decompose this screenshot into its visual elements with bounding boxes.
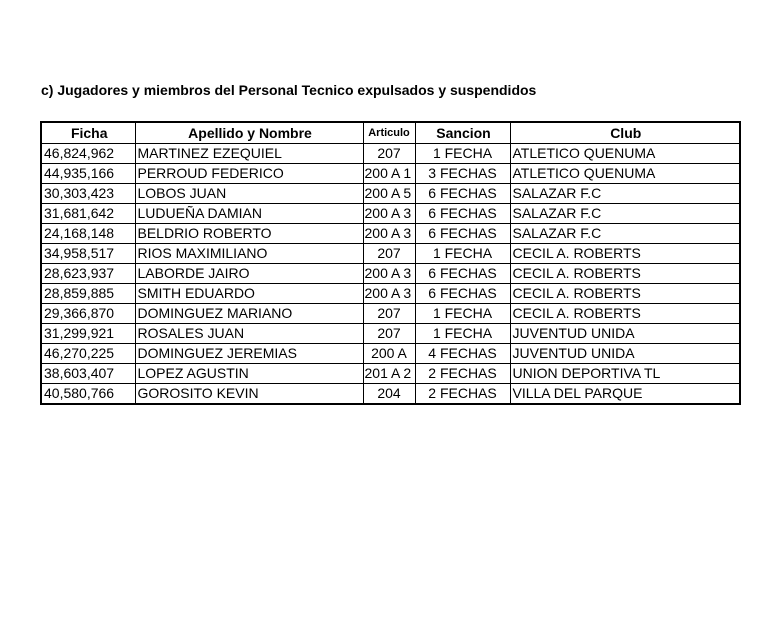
- cell-nombre: DOMINGUEZ MARIANO: [135, 304, 363, 324]
- cell-articulo: 207: [363, 244, 415, 264]
- table-header-row: [41, 122, 740, 144]
- cell-club: JUVENTUD UNIDA: [510, 344, 740, 364]
- cell-nombre: MARTINEZ EZEQUIEL: [135, 144, 363, 164]
- cell-sancion: 1 FECHA: [415, 324, 510, 344]
- cell-articulo: 207: [363, 324, 415, 344]
- cell-sancion: 6 FECHAS: [415, 224, 510, 244]
- cell-articulo: 207: [363, 144, 415, 164]
- cell-ficha: 46,270,225: [41, 344, 135, 364]
- cell-ficha: 24,168,148: [41, 224, 135, 244]
- table-row: [41, 384, 740, 405]
- cell-nombre: RIOS MAXIMILIANO: [135, 244, 363, 264]
- cell-club: UNION DEPORTIVA TL: [510, 364, 740, 384]
- cell-articulo: 200 A 1: [363, 164, 415, 184]
- cell-nombre: ROSALES JUAN: [135, 324, 363, 344]
- cell-sancion: 6 FECHAS: [415, 264, 510, 284]
- cell-sancion: 1 FECHA: [415, 244, 510, 264]
- header-sancion: Sancion: [415, 122, 510, 144]
- cell-nombre: GOROSITO KEVIN: [135, 384, 363, 405]
- header-nombre: Apellido y Nombre: [135, 122, 363, 144]
- cell-ficha: 31,681,642: [41, 204, 135, 224]
- table-row: [41, 304, 740, 324]
- cell-sancion: 3 FECHAS: [415, 164, 510, 184]
- cell-articulo: 200 A 3: [363, 284, 415, 304]
- cell-nombre: PERROUD FEDERICO: [135, 164, 363, 184]
- cell-club: SALAZAR F.C: [510, 184, 740, 204]
- cell-ficha: 29,366,870: [41, 304, 135, 324]
- cell-articulo: 200 A: [363, 344, 415, 364]
- cell-nombre: BELDRIO ROBERTO: [135, 224, 363, 244]
- cell-club: VILLA DEL PARQUE: [510, 384, 740, 405]
- sanctions-table: [40, 121, 741, 405]
- table-row: [41, 344, 740, 364]
- cell-ficha: 31,299,921: [41, 324, 135, 344]
- cell-club: JUVENTUD UNIDA: [510, 324, 740, 344]
- table-row: [41, 164, 740, 184]
- cell-ficha: 44,935,166: [41, 164, 135, 184]
- header-club: Club: [510, 122, 740, 144]
- cell-ficha: 28,623,937: [41, 264, 135, 284]
- cell-sancion: 6 FECHAS: [415, 284, 510, 304]
- cell-articulo: 200 A 5: [363, 184, 415, 204]
- cell-ficha: 34,958,517: [41, 244, 135, 264]
- cell-club: ATLETICO QUENUMA: [510, 164, 740, 184]
- cell-sancion: 6 FECHAS: [415, 204, 510, 224]
- cell-articulo: 207: [363, 304, 415, 324]
- table-row: [41, 284, 740, 304]
- cell-club: CECIL A. ROBERTS: [510, 244, 740, 264]
- cell-club: CECIL A. ROBERTS: [510, 304, 740, 324]
- cell-sancion: 2 FECHAS: [415, 364, 510, 384]
- table-row: [41, 364, 740, 384]
- cell-sancion: 1 FECHA: [415, 144, 510, 164]
- cell-nombre: SMITH EDUARDO: [135, 284, 363, 304]
- cell-club: SALAZAR F.C: [510, 204, 740, 224]
- table-row: [41, 264, 740, 284]
- cell-ficha: 40,580,766: [41, 384, 135, 405]
- cell-ficha: 38,603,407: [41, 364, 135, 384]
- cell-sancion: 6 FECHAS: [415, 184, 510, 204]
- page-title: c) Jugadores y miembros del Personal Tecnico expulsados y suspendidos: [41, 82, 537, 98]
- cell-articulo: 200 A 3: [363, 224, 415, 244]
- cell-articulo: 201 A 2: [363, 364, 415, 384]
- cell-nombre: DOMINGUEZ JEREMIAS: [135, 344, 363, 364]
- cell-articulo: 200 A 3: [363, 264, 415, 284]
- cell-club: SALAZAR F.C: [510, 224, 740, 244]
- cell-club: CECIL A. ROBERTS: [510, 284, 740, 304]
- cell-ficha: 46,824,962: [41, 144, 135, 164]
- cell-nombre: LUDUEÑA DAMIAN: [135, 204, 363, 224]
- cell-articulo: 200 A 3: [363, 204, 415, 224]
- cell-nombre: LABORDE JAIRO: [135, 264, 363, 284]
- cell-club: CECIL A. ROBERTS: [510, 264, 740, 284]
- cell-ficha: 28,859,885: [41, 284, 135, 304]
- cell-articulo: 204: [363, 384, 415, 405]
- cell-sancion: 4 FECHAS: [415, 344, 510, 364]
- cell-ficha: 30,303,423: [41, 184, 135, 204]
- cell-club: ATLETICO QUENUMA: [510, 144, 740, 164]
- cell-nombre: LOPEZ AGUSTIN: [135, 364, 363, 384]
- header-ficha: Ficha: [41, 122, 135, 144]
- table-row: [41, 244, 740, 264]
- table-row: [41, 144, 740, 164]
- cell-sancion: 1 FECHA: [415, 304, 510, 324]
- header-articulo: Articulo: [363, 122, 415, 144]
- cell-nombre: LOBOS JUAN: [135, 184, 363, 204]
- table-row: [41, 184, 740, 204]
- cell-sancion: 2 FECHAS: [415, 384, 510, 405]
- table-row: [41, 324, 740, 344]
- table-row: [41, 204, 740, 224]
- table-row: [41, 224, 740, 244]
